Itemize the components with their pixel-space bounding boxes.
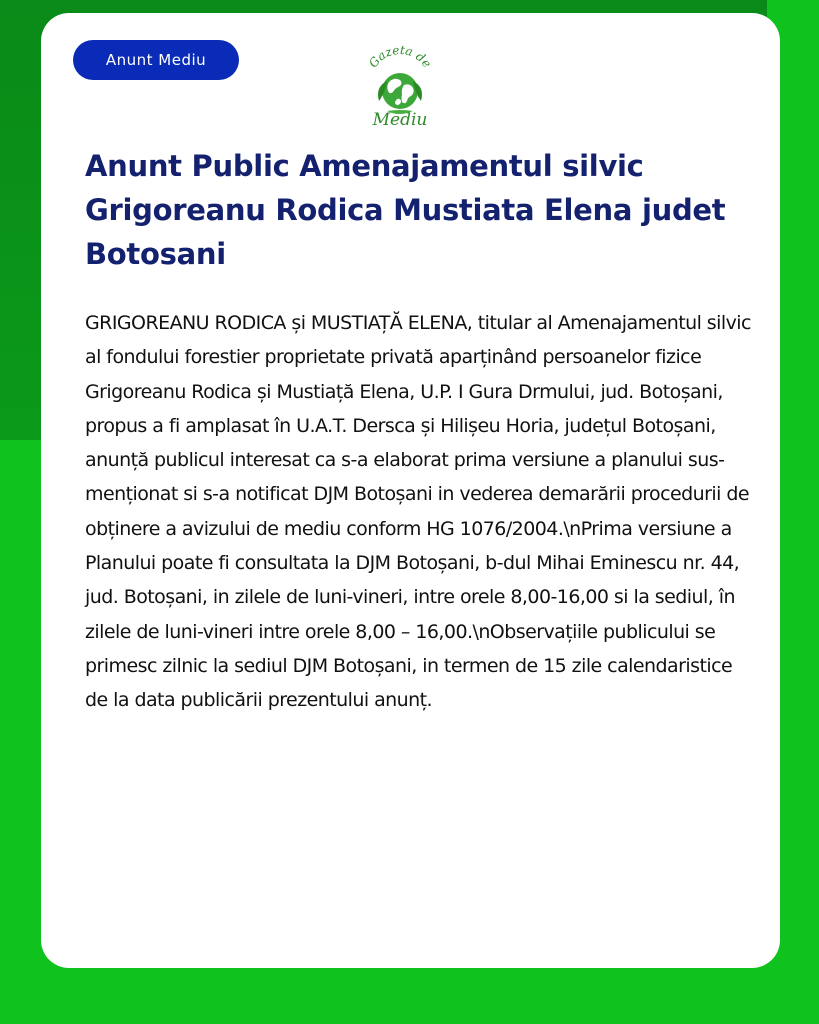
gazeta-de-mediu-logo[interactable]	[357, 39, 443, 131]
announcement-card	[41, 13, 780, 968]
article-title: Anunt Public Amenajamentul silvic Grigoreanu Rodica Mustiata Elena judet Botosani	[85, 149, 726, 271]
category-badge[interactable]: Anunt Mediu	[73, 40, 239, 80]
svg-text:Mediu: Mediu	[372, 110, 428, 130]
svg-text:Gazeta de: Gazeta de	[366, 42, 435, 71]
article-body: GRIGOREANU RODICA și MUSTIAȚĂ ELENA, titular al Amenajamentul silvic al fondului forestier proprietate privată aparținând persoanelor fizice Grigoreanu Rodica și Mustiață Elena, U.P. I Gura Drmului, jud. Botoșani, propus a fi amplasat în U.A.T. Dersca și Hilișeu Horia, județul Botoșani, anunță publicul interesat ca s-a elaborat prima versiune a planului sus-menționat si s-a notificat DJM Botoșani in vederea demarării procedurii de obținere a avizului de mediu conform HG 1076/2004.\nPrima versiune a Planului poate fi consultata la DJM Botoșani, b-dul Mihai Eminescu nr. 44, jud. Botoșani, in zilele de luni-vineri, intre orele 8,00-16,00 si la sediul, în zilele de luni-vineri intre orele 8,00 – 16,00.\nObservațiile publicului se primesc zilnic la sediul DJM Botoșani, in termen de 15 zile calendaristice de la data publicării prezentului anunț.	[85, 312, 751, 712]
